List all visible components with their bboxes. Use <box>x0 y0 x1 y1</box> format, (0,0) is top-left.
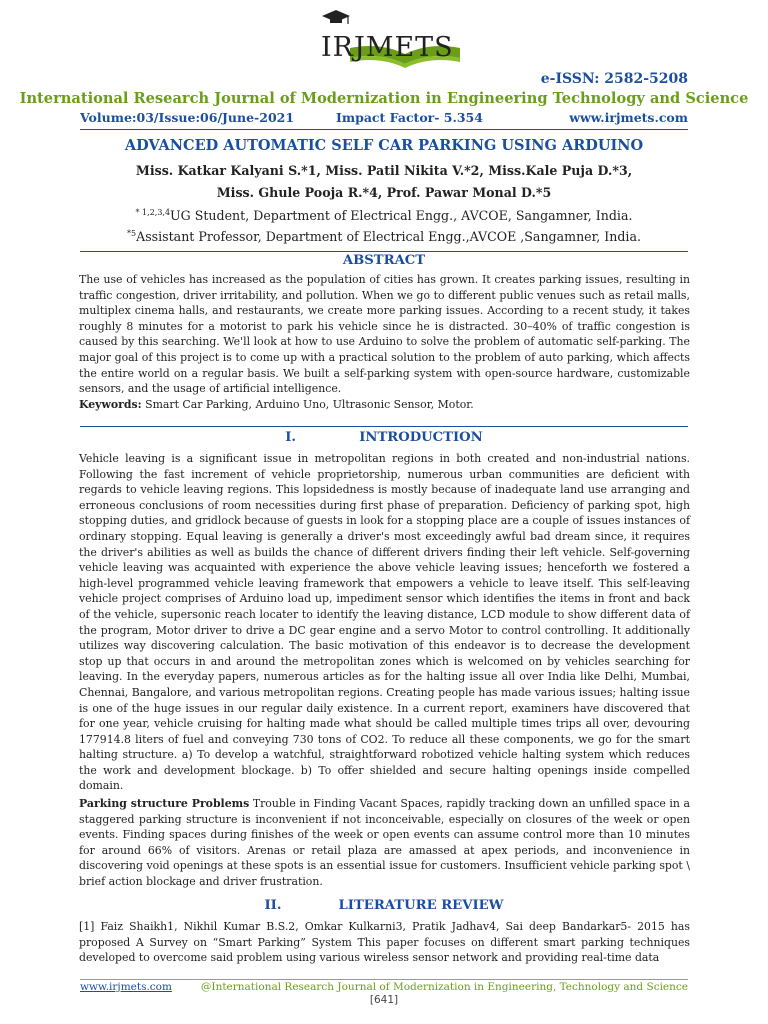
page-number: [641] <box>369 994 399 1006</box>
affiliation-2-text: Assistant Professor, Department of Electrical Engg.,AVCOE ,Sangamner, India. <box>136 229 641 245</box>
parking-problems-label: Parking structure Problems <box>79 797 250 811</box>
authors-line-2: Miss. Ghule Pooja R.*4, Prof. Pawar Monal D.*5 <box>216 185 552 200</box>
affiliation-2 <box>0 229 768 244</box>
journal-name: International Research Journal of Modernization in Engineering Technology and Science <box>19 90 749 107</box>
issn: e-ISSN: 2582-5208 <box>540 71 688 87</box>
affiliation-1 <box>0 208 768 223</box>
literature-body <box>79 919 690 966</box>
volume-line <box>80 110 688 128</box>
footer-divider <box>80 979 688 980</box>
abstract-body <box>79 272 690 412</box>
literature-heading <box>0 898 768 913</box>
footer-website-link[interactable]: www.irjmets.com <box>80 981 172 993</box>
header-divider <box>80 129 688 130</box>
keywords-text: Smart Car Parking, Arduino Uno, Ultrasonic Sensor, Motor. <box>141 397 474 411</box>
affiliation-1-marker: * 1,2,3,4 <box>135 208 171 217</box>
parking-problems-text: Trouble in Finding Vacant Spaces, rapidly tracking down an unfilled space in a staggered parking structure is inconvenient if not inconceivable, especially on closures of the week or open events. Finding spaces during finishes of the week or open events can assume control more than 10 minutes for around 66% of visitors. Arenas or retail plaza are amassed at apex periods, and inconvenience in discovering void openings at these spots is an essential issue for customers. Insufficient vehicle parking spot \ brief action blockage and driver frustration. <box>79 797 690 889</box>
intro-title: INTRODUCTION <box>359 430 483 445</box>
volume-issue: Volume:03/Issue:06/June-2021 <box>80 110 295 125</box>
literature-title: LITERATURE REVIEW <box>338 898 504 913</box>
abstract-text: The use of vehicles has increased as the population of cities has grown. It creates parking issues, resulting in traffic congestion, driver irritability, and pollution. When we go to different public venues such as retail malls, multiplex cinema halls, and restaurants, we create more parking issues. According to a recent study, it takes roughly 8 minutes for a motorist to park his vehicle since he is distracted. 30–40% of traffic congestion is caused by this searching. We'll look at how to use Arduino to solve the problem of automatic self-parking. The major goal of this project is to come up with a practical solution to the problem of auto parking, which affects the entire world on a regular basis. We built a self-parking system with open-source hardware, customizable sensors, and the usage of artificial intelligence. <box>79 273 690 396</box>
keywords <box>79 397 690 413</box>
footer-copyright: @International Research Journal of Modernization in Engineering, Technology and Science <box>200 981 688 993</box>
keywords-label: Keywords: <box>79 397 142 411</box>
logo-wordmark: IRJMETS <box>321 32 454 63</box>
intro-number: I. <box>285 430 297 445</box>
abstract-top-rule <box>80 251 688 252</box>
literature-paragraph: [1] Faiz Shaikh1, Nikhil Kumar B.S.2, Omkar Kulkarni3, Pratik Jadhav4, Sai deep Bandarkar5- 2015 has proposed A Survey on “Smart Parking” System This paper focuses on different smart parking techniques developed to overcome said problem using various wireless sensor network and providing real-time data <box>79 920 690 965</box>
intro-body <box>79 451 690 890</box>
parking-problems-paragraph <box>79 796 690 890</box>
authors-line-1: Miss. Katkar Kalyani S.*1, Miss. Patil Nikita V.*2, Miss.Kale Puja D.*3, <box>135 163 633 178</box>
intro-heading <box>0 430 768 445</box>
header-website-link[interactable]: www.irjmets.com <box>569 110 688 125</box>
affiliation-2-marker: *5 <box>127 229 137 238</box>
paper-title: ADVANCED AUTOMATIC SELF CAR PARKING USING ARDUINO <box>124 137 644 154</box>
intro-paragraph: Vehicle leaving is a significant issue in metropolitan regions in both created and non-industrial nations. Following the fast increment of vehicle proprietorship, numerous urban communities are deficient with regards to vehicle leaving regions. This lopsidedness is mostly because of inadequate land use arranging and erroneous conclusions of room necessities during first phase of preparation. Deficiency of parking spot, high stopping duties, and gridlock because of guests in look for a stopping place are a couple of issues instances of ordinary stopping. Equal leaving is generally a driver's most exceedingly awful bad dream since, it requires the driver's abilities as well as builds the chance of different drivers finding their left vehicle. Self-governing vehicle leaving was acquainted with experience the above vehicle leaving issues; henceforth we fostered a high-level programmed vehicle leaving framework that empowers a vehicle to leave itself. This self-leaving vehicle project comprises of Arduino load up, impediment sensor which identifies the items in front and back of the vehicle, supersonic reach locater to identify the leaving distance, LCD module to show different data of the program, Motor driver to drive a DC gear engine and a servo Motor to control controlling. It additionally utilizes way discovering calculation. The basic motivation of this endeavor is to decrease the development stop up that occurs in and around the metropolitan zones which is welcomed on by vehicles searching for leaving. In the everyday papers, numerous articles as for the halting issue all over India like Delhi, Mumbai, Chennai, Bangalore, and various metropolitan regions. Creating people has made various issues; halting issue is one of the huge issues in our regular daily existence. In a current report, examiners have discovered that for one year, vehicle cruising for halting made what should be called multiple times trips all over, devouring 177914.8 liters of fuel and conveying 730 tons of CO2. To reduce all these components, we go for the smart halting structure. a) To develop a watchful, straightforward robotized vehicle halting system which reduces the work and development blockage. b) To offer shielded and secure halting openings inside compelled domain. <box>79 452 690 793</box>
affiliation-1-text: UG Student, Department of Electrical Engg., AVCOE, Sangamner, India. <box>170 208 633 224</box>
impact-factor: Impact Factor- 5.354 <box>336 110 483 125</box>
abstract-bottom-rule <box>80 426 688 427</box>
literature-number: II. <box>264 898 282 913</box>
abstract-heading: ABSTRACT <box>342 253 426 268</box>
